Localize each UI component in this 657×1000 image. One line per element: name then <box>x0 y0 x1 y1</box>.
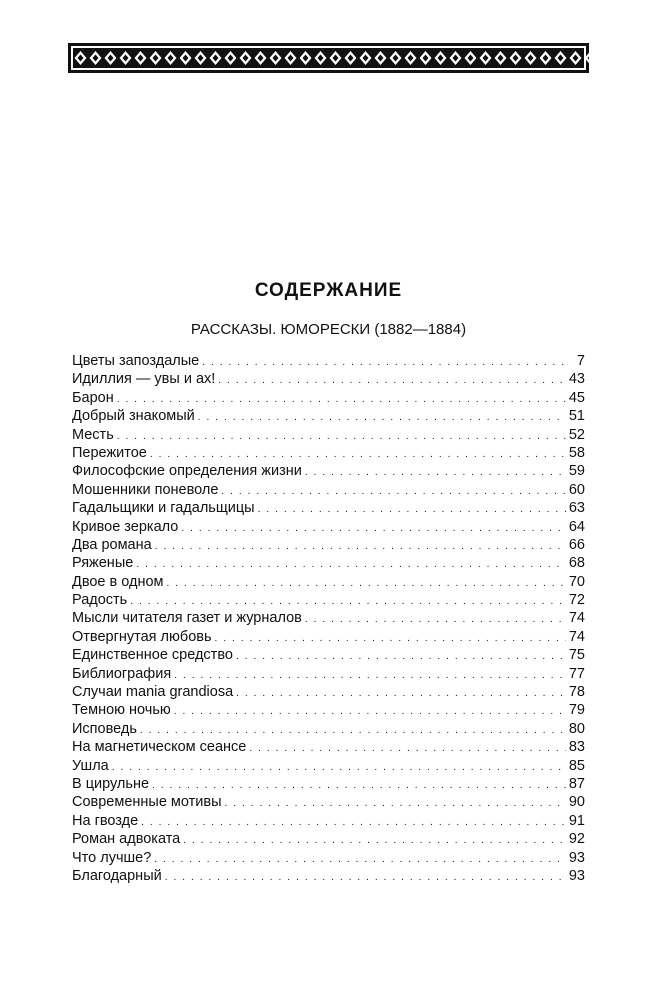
toc-entry <box>72 665 585 683</box>
toc-entry <box>72 849 585 867</box>
toc-entry-page: 93 <box>568 849 585 866</box>
toc-entry <box>72 407 585 425</box>
toc-entry-title: Добрый знакомый <box>72 408 195 425</box>
dot-leader <box>215 630 566 648</box>
toc-entry <box>72 646 585 664</box>
lattice-pattern-icon <box>68 43 589 73</box>
toc-entry-title: Единственное средство <box>72 647 233 664</box>
toc-entry <box>72 370 585 388</box>
toc-entry-title: Случаи mania grandiosa <box>72 684 234 701</box>
dot-leader <box>154 851 566 869</box>
toc-entry-title: Библиография <box>72 665 172 682</box>
toc-entry-title: Гадальщики и гадальщицы <box>72 500 255 517</box>
toc-entry-page: 72 <box>568 592 585 609</box>
dot-leader <box>117 428 566 446</box>
toc-entry-page: 90 <box>568 794 585 811</box>
dot-leader <box>141 814 566 832</box>
toc-entry <box>72 444 585 462</box>
dot-leader <box>181 520 566 538</box>
toc-entry-page: 63 <box>568 500 585 517</box>
dot-leader <box>183 832 566 850</box>
dot-leader <box>136 556 566 574</box>
toc-entry-page: 93 <box>568 867 585 884</box>
toc-entry-page: 58 <box>568 444 585 461</box>
toc-entry <box>72 775 585 793</box>
toc-entry-title: Современные мотивы <box>72 794 222 811</box>
dot-leader <box>258 501 566 519</box>
toc-entry-title: Идиллия — увы и ах! <box>72 371 216 388</box>
toc-entry <box>72 609 585 627</box>
toc-entry-page: 52 <box>568 426 585 443</box>
toc-entry-title: Пережитое <box>72 444 147 461</box>
toc-entry <box>72 793 585 811</box>
toc-entry-page: 74 <box>568 628 585 645</box>
toc-entry-page: 74 <box>568 610 585 627</box>
toc-entry-title: Радость <box>72 592 128 609</box>
page-title: СОДЕРЖАНИЕ <box>254 280 403 301</box>
toc-entry-title: Цветы запоздалые <box>72 353 200 369</box>
toc-entry-page: 92 <box>568 831 585 848</box>
toc-entry-title: Два романа <box>72 536 152 553</box>
toc-entry-page: 80 <box>568 720 585 737</box>
toc-entry <box>72 352 585 370</box>
toc-entry-page: 7 <box>576 353 585 369</box>
toc-entry <box>72 591 585 609</box>
section-heading: РАССКАЗЫ. ЮМОРЕСКИ (1882—1884) <box>190 321 467 338</box>
toc-entry-title: Исповедь <box>72 720 137 737</box>
toc-entry-title: Темною ночью <box>72 702 171 719</box>
dot-leader <box>155 538 566 556</box>
toc-entry <box>72 481 585 499</box>
toc-entry <box>72 701 585 719</box>
toc-entry-page: 60 <box>568 481 585 498</box>
toc-entry-title: Благодарный <box>72 867 162 884</box>
toc-entry-page: 64 <box>568 518 585 535</box>
toc-entry <box>72 683 585 701</box>
toc-entry-page: 45 <box>568 389 585 406</box>
toc-entry <box>72 536 585 554</box>
toc-entry-title: На магнетическом сеансе <box>72 739 247 756</box>
toc-entry-page: 70 <box>568 573 585 590</box>
dot-leader <box>198 409 566 427</box>
toc-entry-title: На гвозде <box>72 812 139 829</box>
dot-leader <box>236 685 566 703</box>
dot-leader <box>165 869 566 887</box>
dot-leader <box>225 795 566 813</box>
table-of-contents <box>72 352 585 885</box>
toc-entry <box>72 573 585 591</box>
toc-entry-title: Отвергнутая любовь <box>72 628 212 645</box>
dot-leader <box>305 464 566 482</box>
toc-entry <box>72 462 585 480</box>
toc-entry-page: 87 <box>568 775 585 792</box>
toc-entry-page: 51 <box>568 408 585 425</box>
toc-entry <box>72 628 585 646</box>
dot-leader <box>167 575 566 593</box>
toc-entry-title: Барон <box>72 389 114 406</box>
toc-entry <box>72 720 585 738</box>
toc-entry <box>72 554 585 572</box>
toc-entry-page: 75 <box>568 647 585 664</box>
dot-leader <box>305 611 566 629</box>
toc-entry <box>72 757 585 775</box>
toc-entry-title: Двое в одном <box>72 573 164 590</box>
toc-entry-title: Ушла <box>72 757 109 774</box>
dot-leader <box>112 759 566 777</box>
toc-entry-title: В цирульне <box>72 775 150 792</box>
toc-entry <box>72 812 585 830</box>
toc-entry <box>72 518 585 536</box>
toc-entry <box>72 738 585 756</box>
toc-entry-page: 91 <box>568 812 585 829</box>
toc-entry <box>72 499 585 517</box>
dot-leader <box>174 703 566 721</box>
toc-entry <box>72 830 585 848</box>
dot-leader <box>249 740 566 758</box>
decorative-border-ornament <box>68 43 589 73</box>
toc-entry-page: 79 <box>568 702 585 719</box>
toc-entry-page: 85 <box>568 757 585 774</box>
toc-entry-title: Философские определения жизни <box>72 463 302 480</box>
dot-leader <box>236 648 566 666</box>
dot-leader <box>221 483 565 501</box>
toc-entry <box>72 426 585 444</box>
toc-entry-page: 68 <box>568 555 585 572</box>
toc-entry <box>72 389 585 407</box>
toc-entry-title: Кривое зеркало <box>72 518 179 535</box>
toc-entry-page: 83 <box>568 739 585 756</box>
toc-entry-page: 77 <box>568 665 585 682</box>
dot-leader <box>218 372 566 390</box>
toc-entry-page: 59 <box>568 463 585 480</box>
toc-entry-page: 78 <box>568 684 585 701</box>
toc-entry-title: Месть <box>72 426 114 443</box>
toc-entry-title: Ряженые <box>72 555 134 572</box>
toc-entry-title: Что лучше? <box>72 849 152 866</box>
toc-entry-page: 43 <box>568 371 585 388</box>
toc-entry-title: Роман адвоката <box>72 831 181 848</box>
dot-leader <box>202 354 568 372</box>
toc-entry-page: 66 <box>568 536 585 553</box>
toc-entry <box>72 867 585 885</box>
toc-entry-title: Мошенники поневоле <box>72 481 219 498</box>
toc-entry-title: Мысли читателя газет и журналов <box>72 610 302 627</box>
